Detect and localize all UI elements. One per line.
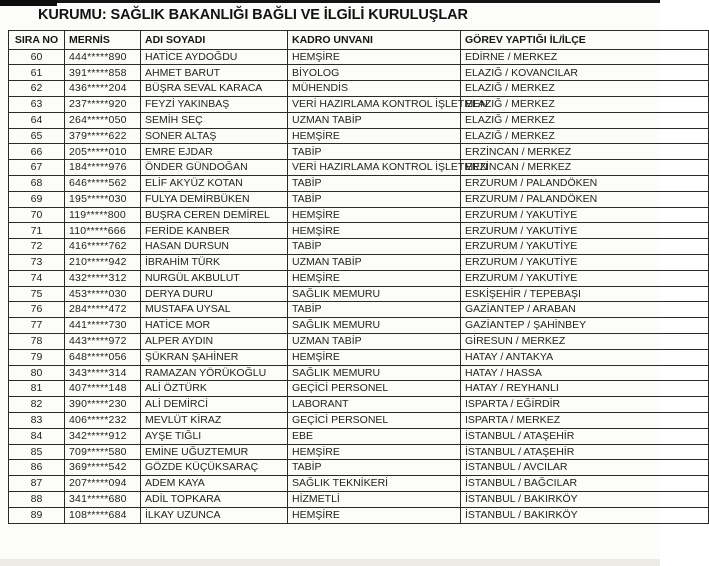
cell-kadro-unvani: HEMŞİRE (288, 207, 461, 223)
cell-kadro-unvani: TABİP (288, 144, 461, 160)
table-row (9, 381, 709, 397)
table-row (9, 254, 709, 270)
table-row (9, 333, 709, 349)
cell-sira-no: 70 (9, 207, 65, 223)
cell-mernis: 207*****094 (65, 476, 141, 492)
cell-mernis: 406*****232 (65, 412, 141, 428)
cell-adi-soyadi: FEYZİ YAKINBAŞ (141, 96, 288, 112)
cell-gorev-il-ilce: ELAZIĞ / KOVANCILAR (461, 65, 709, 81)
table-row (9, 397, 709, 413)
cell-gorev-il-ilce: İSTANBUL / BAKIRKÖY (461, 491, 709, 507)
cell-kadro-unvani: VERİ HAZIRLAMA KONTROL İŞLETMEN (288, 160, 461, 176)
cell-sira-no: 85 (9, 444, 65, 460)
table-body (9, 49, 709, 523)
table-row (9, 223, 709, 239)
cell-adi-soyadi: EMRE EJDAR (141, 144, 288, 160)
cell-mernis: 441*****730 (65, 318, 141, 334)
cell-kadro-unvani: UZMAN TABİP (288, 254, 461, 270)
cell-sira-no: 83 (9, 412, 65, 428)
table-row (9, 412, 709, 428)
cell-gorev-il-ilce: HATAY / HASSA (461, 365, 709, 381)
cell-gorev-il-ilce: İSTANBUL / AVCILAR (461, 460, 709, 476)
cell-sira-no: 72 (9, 239, 65, 255)
cell-gorev-il-ilce: EDİRNE / MERKEZ (461, 49, 709, 65)
cell-sira-no: 63 (9, 96, 65, 112)
personnel-table-container (8, 30, 660, 566)
cell-kadro-unvani: TABİP (288, 175, 461, 191)
cell-adi-soyadi: NURGÜL AKBULUT (141, 270, 288, 286)
table-row (9, 207, 709, 223)
cell-gorev-il-ilce: GAZİANTEP / ŞAHİNBEY (461, 318, 709, 334)
cell-mernis: 195*****030 (65, 191, 141, 207)
cell-kadro-unvani: SAĞLIK TEKNİKERİ (288, 476, 461, 492)
cell-adi-soyadi: HASAN DURSUN (141, 239, 288, 255)
table-row (9, 491, 709, 507)
cell-adi-soyadi: GÖZDE KÜÇÜKSARAÇ (141, 460, 288, 476)
cell-kadro-unvani: TABİP (288, 191, 461, 207)
cell-adi-soyadi: ALİ ÖZTÜRK (141, 381, 288, 397)
table-row (9, 175, 709, 191)
cell-mernis: 432*****312 (65, 270, 141, 286)
cell-sira-no: 84 (9, 428, 65, 444)
cell-mernis: 341*****680 (65, 491, 141, 507)
cell-kadro-unvani: TABİP (288, 302, 461, 318)
cell-mernis: 709*****580 (65, 444, 141, 460)
cell-kadro-unvani: MÜHENDİS (288, 81, 461, 97)
column-header-gorev-il-ilce: GÖREV YAPTIĞI İL/İLÇE (461, 31, 709, 50)
cell-adi-soyadi: BÜŞRA SEVAL KARACA (141, 81, 288, 97)
cell-mernis: 436*****204 (65, 81, 141, 97)
cell-mernis: 646*****562 (65, 175, 141, 191)
scan-edge-bottom (0, 559, 660, 566)
cell-sira-no: 71 (9, 223, 65, 239)
cell-mernis: 210*****942 (65, 254, 141, 270)
cell-mernis: 284*****472 (65, 302, 141, 318)
cell-sira-no: 76 (9, 302, 65, 318)
table-row (9, 428, 709, 444)
cell-gorev-il-ilce: ESKİŞEHİR / TEPEBAŞI (461, 286, 709, 302)
cell-sira-no: 89 (9, 507, 65, 523)
cell-kadro-unvani: SAĞLIK MEMURU (288, 286, 461, 302)
cell-kadro-unvani: HEMŞİRE (288, 444, 461, 460)
cell-mernis: 264*****050 (65, 112, 141, 128)
cell-sira-no: 79 (9, 349, 65, 365)
cell-kadro-unvani: HEMŞİRE (288, 128, 461, 144)
table-row (9, 160, 709, 176)
cell-kadro-unvani: EBE (288, 428, 461, 444)
table-row (9, 112, 709, 128)
table-row (9, 507, 709, 523)
cell-mernis: 119*****800 (65, 207, 141, 223)
cell-mernis: 343*****314 (65, 365, 141, 381)
cell-mernis: 416*****762 (65, 239, 141, 255)
table-row (9, 460, 709, 476)
cell-sira-no: 61 (9, 65, 65, 81)
cell-sira-no: 60 (9, 49, 65, 65)
table-row (9, 286, 709, 302)
cell-adi-soyadi: RAMAZAN YÖRÜKOĞLU (141, 365, 288, 381)
cell-sira-no: 87 (9, 476, 65, 492)
cell-gorev-il-ilce: ERZURUM / YAKUTİYE (461, 207, 709, 223)
table-row (9, 365, 709, 381)
cell-sira-no: 81 (9, 381, 65, 397)
cell-sira-no: 69 (9, 191, 65, 207)
cell-gorev-il-ilce: ERZİNCAN / MERKEZ (461, 144, 709, 160)
cell-sira-no: 62 (9, 81, 65, 97)
cell-adi-soyadi: İBRAHİM TÜRK (141, 254, 288, 270)
scan-artifact-top-left (0, 0, 57, 6)
cell-adi-soyadi: MUSTAFA UYSAL (141, 302, 288, 318)
cell-gorev-il-ilce: ISPARTA / MERKEZ (461, 412, 709, 428)
table-row (9, 349, 709, 365)
cell-adi-soyadi: ALİ DEMİRCİ (141, 397, 288, 413)
cell-sira-no: 88 (9, 491, 65, 507)
cell-gorev-il-ilce: ERZURUM / YAKUTİYE (461, 270, 709, 286)
cell-mernis: 379*****622 (65, 128, 141, 144)
cell-mernis: 369*****542 (65, 460, 141, 476)
cell-mernis: 237*****920 (65, 96, 141, 112)
table-row (9, 318, 709, 334)
cell-gorev-il-ilce: İSTANBUL / ATAŞEHİR (461, 428, 709, 444)
cell-sira-no: 80 (9, 365, 65, 381)
table-row (9, 96, 709, 112)
cell-kadro-unvani: TABİP (288, 239, 461, 255)
cell-kadro-unvani: VERİ HAZIRLAMA KONTROL İŞLETMEN (288, 96, 461, 112)
cell-mernis: 205*****010 (65, 144, 141, 160)
cell-sira-no: 78 (9, 333, 65, 349)
cell-sira-no: 74 (9, 270, 65, 286)
column-header-sira-no: SIRA NO (9, 31, 65, 50)
cell-adi-soyadi: HATİCE MOR (141, 318, 288, 334)
cell-mernis: 110*****666 (65, 223, 141, 239)
cell-gorev-il-ilce: İSTANBUL / BAKIRKÖY (461, 507, 709, 523)
cell-gorev-il-ilce: HATAY / ANTAKYA (461, 349, 709, 365)
cell-kadro-unvani: HEMŞİRE (288, 223, 461, 239)
cell-mernis: 648*****056 (65, 349, 141, 365)
table-row (9, 144, 709, 160)
cell-mernis: 391*****858 (65, 65, 141, 81)
table-header-row (9, 31, 709, 50)
table-row (9, 239, 709, 255)
table-row (9, 65, 709, 81)
table-row (9, 191, 709, 207)
cell-gorev-il-ilce: ERZURUM / YAKUTİYE (461, 239, 709, 255)
cell-gorev-il-ilce: ERZURUM / PALANDÖKEN (461, 191, 709, 207)
cell-mernis: 443*****972 (65, 333, 141, 349)
cell-kadro-unvani: LABORANT (288, 397, 461, 413)
cell-kadro-unvani: GEÇİCİ PERSONEL (288, 381, 461, 397)
cell-mernis: 184*****976 (65, 160, 141, 176)
cell-sira-no: 73 (9, 254, 65, 270)
cell-gorev-il-ilce: İSTANBUL / ATAŞEHİR (461, 444, 709, 460)
cell-gorev-il-ilce: GİRESUN / MERKEZ (461, 333, 709, 349)
column-header-kadro-unvani: KADRO UNVANI (288, 31, 461, 50)
table-row (9, 444, 709, 460)
cell-kadro-unvani: BİYOLOG (288, 65, 461, 81)
cell-adi-soyadi: ADEM KAYA (141, 476, 288, 492)
cell-adi-soyadi: MEVLÜT KİRAZ (141, 412, 288, 428)
cell-gorev-il-ilce: ERZURUM / YAKUTİYE (461, 223, 709, 239)
cell-gorev-il-ilce: GAZİANTEP / ARABAN (461, 302, 709, 318)
cell-sira-no: 66 (9, 144, 65, 160)
cell-gorev-il-ilce: ERZİNCAN / MERKEZ (461, 160, 709, 176)
page-title: KURUMU: SAĞLIK BAKANLIĞI BAĞLI VE İLGİLİ KURULUŞLAR (38, 7, 468, 23)
cell-adi-soyadi: SEMİH SEÇ (141, 112, 288, 128)
cell-adi-soyadi: ADİL TOPKARA (141, 491, 288, 507)
cell-adi-soyadi: ELİF AKYÜZ KOTAN (141, 175, 288, 191)
cell-adi-soyadi: ALPER AYDIN (141, 333, 288, 349)
cell-gorev-il-ilce: ISPARTA / EĞİRDİR (461, 397, 709, 413)
cell-adi-soyadi: ŞÜKRAN ŞAHİNER (141, 349, 288, 365)
cell-adi-soyadi: DERYA DURU (141, 286, 288, 302)
cell-mernis: 108*****684 (65, 507, 141, 523)
cell-mernis: 444*****890 (65, 49, 141, 65)
cell-gorev-il-ilce: İSTANBUL / BAĞCILAR (461, 476, 709, 492)
cell-kadro-unvani: GEÇİCİ PERSONEL (288, 412, 461, 428)
table-row (9, 49, 709, 65)
cell-sira-no: 75 (9, 286, 65, 302)
cell-adi-soyadi: İLKAY UZUNCA (141, 507, 288, 523)
cell-kadro-unvani: SAĞLIK MEMURU (288, 365, 461, 381)
cell-kadro-unvani: HEMŞİRE (288, 507, 461, 523)
cell-adi-soyadi: AHMET BARUT (141, 65, 288, 81)
cell-adi-soyadi: ÖNDER GÜNDOĞAN (141, 160, 288, 176)
cell-adi-soyadi: FULYA DEMİRBÜKEN (141, 191, 288, 207)
cell-sira-no: 82 (9, 397, 65, 413)
cell-sira-no: 65 (9, 128, 65, 144)
cell-kadro-unvani: HİZMETLİ (288, 491, 461, 507)
cell-gorev-il-ilce: ELAZIĞ / MERKEZ (461, 96, 709, 112)
cell-kadro-unvani: HEMŞİRE (288, 49, 461, 65)
cell-adi-soyadi: SONER ALTAŞ (141, 128, 288, 144)
cell-sira-no: 77 (9, 318, 65, 334)
cell-sira-no: 64 (9, 112, 65, 128)
cell-gorev-il-ilce: ELAZIĞ / MERKEZ (461, 112, 709, 128)
table-row (9, 128, 709, 144)
personnel-table (8, 30, 709, 524)
table-row (9, 81, 709, 97)
cell-gorev-il-ilce: ERZURUM / YAKUTİYE (461, 254, 709, 270)
cell-kadro-unvani: HEMŞİRE (288, 349, 461, 365)
table-row (9, 476, 709, 492)
table-row (9, 270, 709, 286)
table-row (9, 302, 709, 318)
cell-kadro-unvani: UZMAN TABİP (288, 333, 461, 349)
cell-sira-no: 67 (9, 160, 65, 176)
scan-edge-top (0, 0, 660, 3)
cell-adi-soyadi: FERİDE KANBER (141, 223, 288, 239)
cell-mernis: 342*****912 (65, 428, 141, 444)
cell-adi-soyadi: EMİNE UĞUZTEMUR (141, 444, 288, 460)
cell-sira-no: 86 (9, 460, 65, 476)
cell-gorev-il-ilce: ERZURUM / PALANDÖKEN (461, 175, 709, 191)
cell-kadro-unvani: TABİP (288, 460, 461, 476)
cell-gorev-il-ilce: ELAZIĞ / MERKEZ (461, 128, 709, 144)
column-header-mernis: MERNİS (65, 31, 141, 50)
cell-sira-no: 68 (9, 175, 65, 191)
cell-gorev-il-ilce: ELAZIĞ / MERKEZ (461, 81, 709, 97)
cell-adi-soyadi: AYŞE TIĞLI (141, 428, 288, 444)
cell-mernis: 453*****030 (65, 286, 141, 302)
cell-kadro-unvani: UZMAN TABİP (288, 112, 461, 128)
cell-kadro-unvani: HEMŞİRE (288, 270, 461, 286)
cell-adi-soyadi: HATİCE AYDOĞDU (141, 49, 288, 65)
cell-adi-soyadi: BUŞRA CEREN DEMİREL (141, 207, 288, 223)
cell-gorev-il-ilce: HATAY / REYHANLI (461, 381, 709, 397)
cell-mernis: 390*****230 (65, 397, 141, 413)
cell-mernis: 407*****148 (65, 381, 141, 397)
cell-kadro-unvani: SAĞLIK MEMURU (288, 318, 461, 334)
column-header-adi-soyadi: ADI SOYADI (141, 31, 288, 50)
